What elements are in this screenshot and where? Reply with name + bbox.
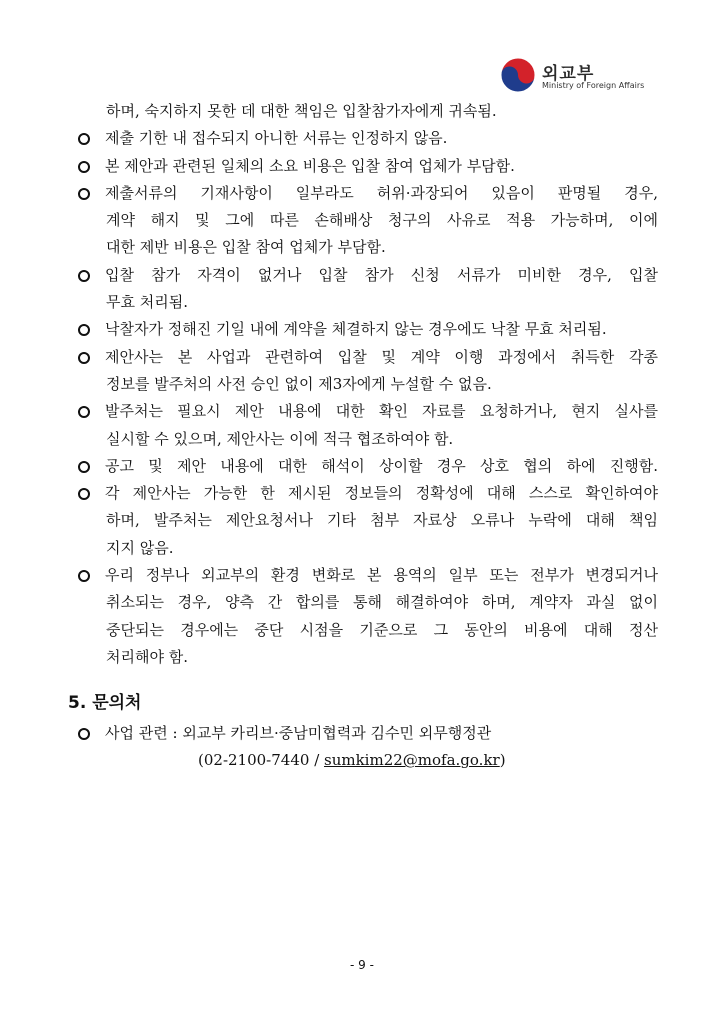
circle-bullet-icon <box>78 270 90 282</box>
continuation-line <box>78 644 658 671</box>
continuation-line <box>78 617 658 644</box>
line-text: 하며, 발주처는 제안요청서나 기타 첨부 자료상 오류나 누락에 대해 책임 <box>106 511 658 530</box>
continuation-line <box>78 535 658 562</box>
line-text: 대한 제반 비용은 입찰 참여 업체가 부담함. <box>106 238 386 257</box>
continuation-line <box>78 207 658 234</box>
line-text: 공고 및 제안 내용에 대한 해석이 상이할 경우 상호 협의 하에 진행함. <box>105 456 658 475</box>
bullet-item <box>78 262 658 289</box>
line-text: 입찰 참가 자격이 없거나 입찰 참가 신청 서류가 미비한 경우, 입찰 <box>105 265 658 284</box>
bullet-item <box>78 153 658 180</box>
line-text: 우리 정부나 외교부의 환경 변화로 본 용역의 일부 또는 전부가 변경되거나 <box>105 566 658 585</box>
email-link[interactable]: sumkim22@mofa.go.kr <box>324 751 500 770</box>
bullet-item <box>78 453 658 480</box>
circle-bullet-icon <box>78 161 90 173</box>
document-body <box>78 98 658 671</box>
contact-details <box>78 747 658 774</box>
contact-text: 사업 관련 : 외교부 카리브·중남미협력과 김수민 외무행정관 <box>105 724 492 742</box>
circle-bullet-icon <box>78 324 90 336</box>
continuation-line <box>78 234 658 261</box>
section-heading: 5. 문의처 <box>68 693 142 713</box>
continuation-line <box>78 289 658 316</box>
mofa-logo <box>498 55 658 99</box>
line-text: 계약 해지 및 그에 따른 손해배상 청구의 사유로 적용 가능하며, 이에 <box>106 211 658 230</box>
continuation-line <box>78 98 658 125</box>
line-text: 제안사는 본 사업과 관련하여 입찰 및 계약 이행 과정에서 취득한 각종 <box>105 347 658 366</box>
circle-bullet-icon <box>78 461 90 473</box>
line-text: 하며, 숙지하지 못한 데 대한 책임은 입찰참가자에게 귀속됨. <box>106 102 497 120</box>
taegeuk-emblem-icon <box>498 55 538 95</box>
continuation-line <box>78 426 658 453</box>
line-text: 제출 기한 내 접수되지 아니한 서류는 인정하지 않음. <box>105 129 448 148</box>
bullet-item <box>78 125 658 152</box>
continuation-line <box>78 589 658 616</box>
bullet-item <box>78 316 658 343</box>
bullet-item <box>78 562 658 589</box>
logo-korean-text: 외교부 <box>542 64 595 84</box>
line-text: 제출서류의 기재사항이 일부라도 허위·과장되어 있음이 판명될 경우, <box>105 183 658 202</box>
bullet-item <box>78 398 658 425</box>
line-text: 정보를 발주처의 사전 승인 없이 제3자에게 누설할 수 없음. <box>106 374 492 393</box>
circle-bullet-icon <box>78 133 90 145</box>
contact-section <box>78 720 658 775</box>
circle-bullet-icon <box>78 188 90 200</box>
page-number: - 9 - <box>350 958 374 972</box>
bullet-item <box>78 480 658 507</box>
continuation-line <box>78 371 658 398</box>
line-text: 무효 처리됨. <box>106 293 188 312</box>
continuation-line <box>78 507 658 534</box>
contact-line <box>78 720 658 747</box>
line-text: 발주처는 필요시 제안 내용에 대한 확인 자료를 요청하거나, 현지 실사를 <box>105 402 658 421</box>
line-text: 취소되는 경우, 양측 간 합의를 통해 해결하여야 하며, 계약자 과실 없이 <box>106 593 658 612</box>
circle-bullet-icon <box>78 728 90 740</box>
line-text: 낙찰자가 정해진 기일 내에 계약을 체결하지 않는 경우에도 낙찰 무효 처리됨. <box>105 320 607 339</box>
phone-text: (02-2100-7440 / <box>198 751 325 770</box>
line-text: 처리해야 함. <box>106 647 188 666</box>
bullet-item <box>78 344 658 371</box>
bullet-item <box>78 180 658 207</box>
circle-bullet-icon <box>78 406 90 418</box>
line-text: 지지 않음. <box>106 538 174 557</box>
circle-bullet-icon <box>78 488 90 500</box>
line-text: 실시할 수 있으며, 제안사는 이에 적극 협조하여야 함. <box>106 429 454 448</box>
logo-english-text: Ministry of Foreign Affairs <box>542 81 645 90</box>
line-text: 중단되는 경우에는 중단 시점을 기준으로 그 동안의 비용에 대해 정산 <box>106 620 658 639</box>
circle-bullet-icon <box>78 352 90 364</box>
line-text: 각 제안사는 가능한 한 제시된 정보들의 정확성에 대해 스스로 확인하여야 <box>105 484 658 503</box>
circle-bullet-icon <box>78 570 90 582</box>
phone-suffix: ) <box>499 751 506 770</box>
line-text: 본 제안과 관련된 일체의 소요 비용은 입찰 참여 업체가 부담함. <box>105 156 515 175</box>
